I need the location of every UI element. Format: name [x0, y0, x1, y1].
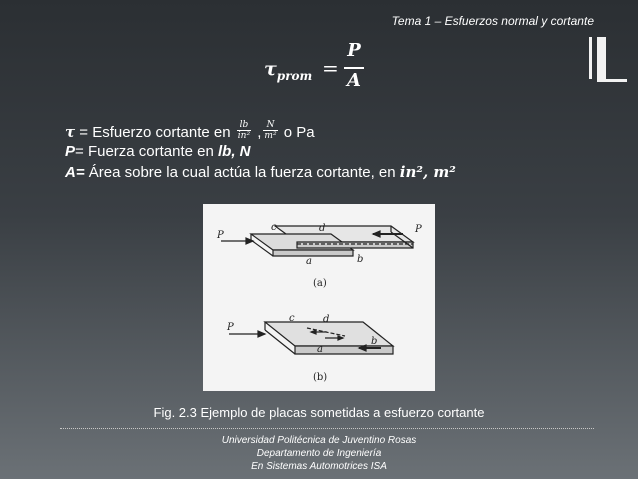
frac-in2: in² — [237, 130, 251, 141]
fig-b-label-a: a — [317, 344, 323, 355]
def-tau-text: = Esfuerzo cortante en — [75, 124, 235, 141]
fig-caption-a: (a) — [313, 278, 327, 289]
figure-caption: Fig. 2.3 Ejemplo de placas sometidas a esfuerzo cortante — [153, 405, 485, 420]
plates-illustration — [203, 204, 435, 391]
fig-b-label-b: b — [371, 336, 378, 347]
def-tau-symbol: τ — [65, 123, 76, 141]
accent-bar-thick — [597, 37, 606, 79]
def-tau-after: o Pa — [279, 124, 315, 141]
fig-a-label-b: b — [357, 254, 364, 265]
definition-tau — [65, 119, 456, 142]
def-a-symbol: A= — [65, 164, 85, 181]
accent-bar-base — [597, 79, 627, 82]
footer-divider — [60, 428, 594, 429]
fig-a-label-a: a — [306, 256, 312, 267]
accent-bar-thin — [589, 37, 592, 79]
formula-equals: = — [322, 56, 339, 80]
definitions-block — [65, 119, 456, 182]
unit-fraction-lb-in2 — [237, 120, 251, 141]
shear-plates-figure — [203, 204, 435, 391]
topic-header: Tema 1 – Esfuerzos normal y cortante — [391, 14, 594, 28]
def-a-text: Área sobre la cual actúa la fuerza cortante, en — [84, 164, 400, 181]
def-p-units: lb, N — [218, 143, 251, 160]
frac-m2: m² — [264, 130, 277, 141]
formula-fraction-bar — [344, 67, 364, 69]
footer — [0, 434, 638, 473]
frac-lb: lb — [237, 120, 251, 131]
footer-program: En Sistemas Automotrices ISA — [251, 461, 387, 472]
fig-a-label-c: c — [271, 222, 277, 233]
fig-caption-b: (b) — [313, 372, 328, 383]
footer-university: Universidad Politécnica de Juventino Rosas — [221, 435, 417, 446]
fig-b-label-d: d — [323, 314, 330, 325]
shear-stress-formula — [264, 40, 374, 96]
formula-subscript: prom — [276, 68, 313, 83]
footer-department: Departamento de Ingeniería — [256, 448, 382, 459]
fig-a-label-d: d — [319, 223, 326, 234]
frac-n: N — [263, 120, 277, 131]
fig-a-label-p-right: P — [415, 224, 422, 235]
plate-a-right-front — [297, 242, 413, 248]
fig-b-label-c: c — [289, 313, 295, 324]
def-tau-sep: , — [253, 124, 262, 141]
fig-b-label-p: P — [227, 322, 234, 333]
formula-tau: τ — [264, 58, 277, 80]
unit-fraction-n-m2 — [263, 120, 277, 141]
plate-a-left-front — [273, 250, 353, 256]
formula-lhs — [264, 58, 312, 83]
formula-numerator: P — [347, 40, 361, 61]
definition-a — [65, 162, 456, 182]
arrow-head-left-a — [246, 238, 253, 244]
fig-a-label-p-left: P — [217, 230, 224, 241]
def-a-units: in², m² — [399, 163, 456, 181]
formula-denominator: A — [347, 70, 361, 91]
def-p-symbol: P — [65, 143, 76, 160]
arrow-head-left-b — [258, 331, 265, 337]
def-p-text: = Fuerza cortante en — [75, 143, 219, 160]
definition-p — [65, 142, 456, 162]
